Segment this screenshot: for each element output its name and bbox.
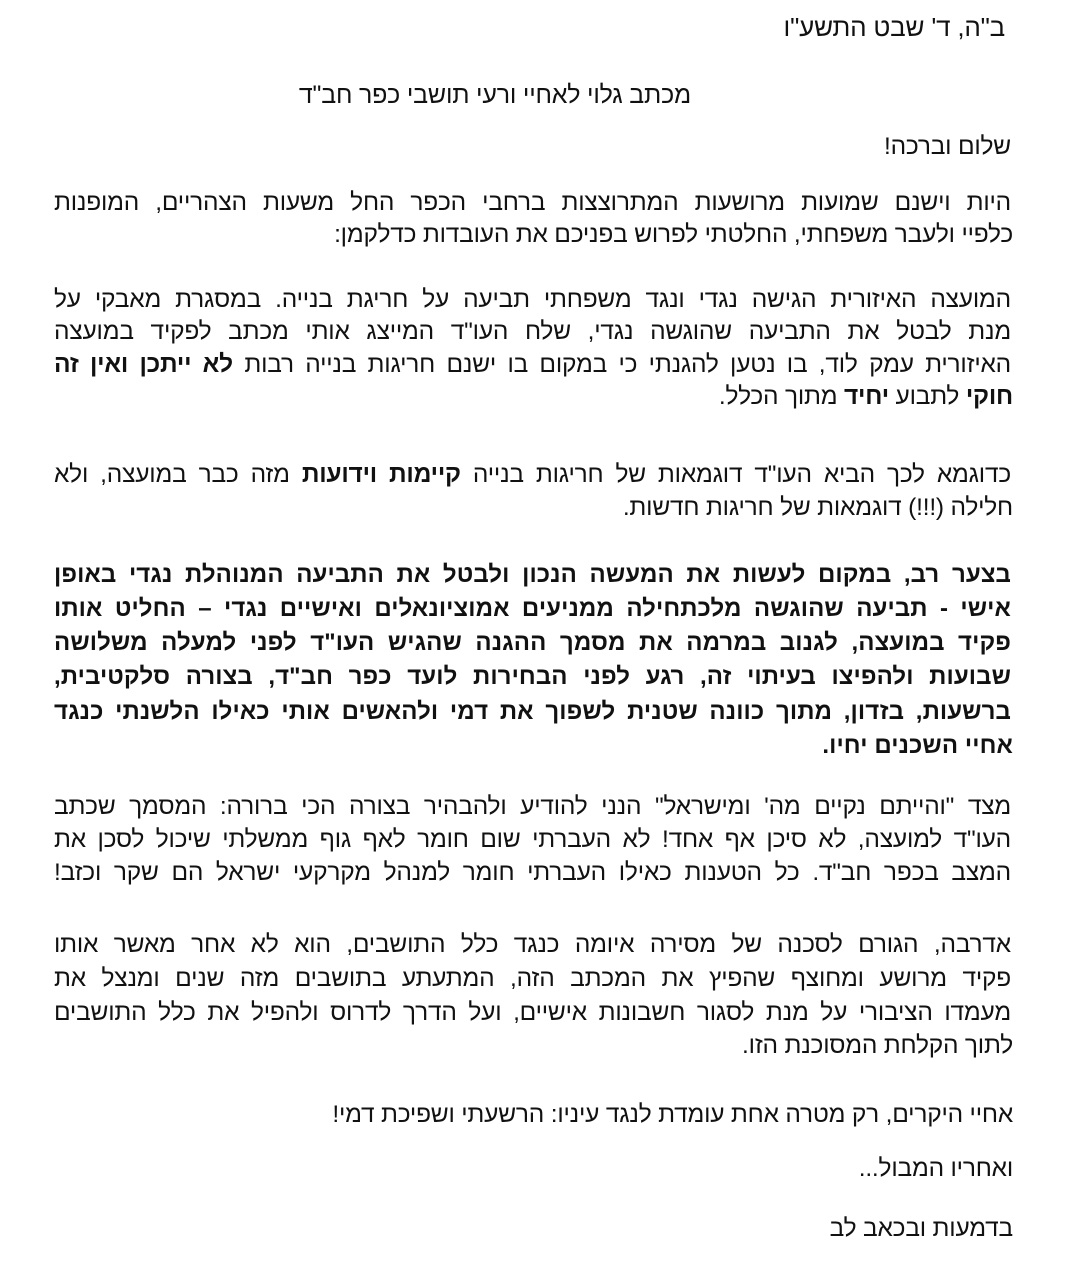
paragraph-line — [54, 460, 1011, 490]
paragraph-line: מעמדו הציבורי על מנת לסגור חשבונות אישיים, ועל הדרך לדרוס ולהפיל את כלל התושבים — [54, 999, 1011, 1026]
text-span: מתוך הכלל. — [718, 383, 844, 410]
emphasis-text: לא ייתכן ואין זה — [54, 351, 233, 378]
emphasis-text: חוקי — [965, 383, 1013, 410]
paragraph-line — [719, 382, 1013, 412]
paragraph-line: המצב בכפר חב"ד. כל הטענות כאילו העברתי חומר למנהל מקרקעי ישראל הם שקר וכזב! — [54, 859, 1011, 886]
emphasis-text: יחיד — [843, 383, 889, 410]
paragraph-8: ואחריו המבול... — [858, 1155, 1013, 1182]
letter-greeting: שלום וברכה! — [883, 133, 1011, 160]
paragraph-line: שבועות ולהפיצו בעיתוי זה, רגע לפני הבחירות לועד כפר חב"ד, בצורה סלקטיבית, — [54, 663, 1011, 690]
text-span: מזה כבר במועצה, ולא — [54, 461, 302, 488]
paragraph-line: מנת לבטל את התביעה שהוגשה נגדי, שלח העו"ד המייצג אותי מכתב לפקיד במועצה — [54, 318, 1011, 345]
letter-closing: בדמעות ובכאב לב — [829, 1215, 1013, 1242]
paragraph-7: אחיי היקרים, רק מטרה אחת עומדת לנגד עיניו: הרשעתי ושפיכת דמי! — [332, 1101, 1013, 1128]
paragraph-line: העו"ד למועצה, לא סיכן אף אחד! לא העברתי שום חומר לאף גוף ממשלתי שיכול לסכן את — [54, 826, 1011, 853]
text-span: לתבוע — [888, 383, 966, 410]
paragraph-line: ברשעות, בזדון, מתוך כוונה שטנית לשפוך את דמי ולהאשים אותי כאילו הלשנתי כנגד — [54, 698, 1011, 725]
paragraph-line: אחיי השכנים יחיו. — [822, 732, 1013, 759]
text-span: האיזורית עמק לוד, בו נטען להגנתי כי במקום בו ישנם חריגות בנייה רבות — [232, 351, 1011, 378]
paragraph-line: המועצה האיזורית הגישה נגדי ונגד משפחתי תביעה על חריגת בנייה. במסגרת מאבקי על — [54, 286, 1011, 313]
paragraph-line: כלפיי ולעבר משפחתי, החלטתי לפרוש בפניכם את העובדות כדלקמן: — [334, 221, 1013, 248]
paragraph-line: היות וישנם שמועות מרושעות המתרוצצות ברחבי הכפר החל משעות הצהריים, המופנות — [54, 189, 1011, 216]
emphasis-text: קיימות וידועות — [301, 461, 461, 488]
letter-date: ב"ה, ד' שבט התשע"ו — [783, 12, 1005, 42]
paragraph-line — [54, 350, 1011, 380]
paragraph-line: לתוך הקלחת המסוכנת הזו. — [742, 1032, 1013, 1059]
paragraph-line: פקיד במועצה, לגנוב במרמה את מסמך ההגנה שהגיש העו"ד לפני למעלה משלושה — [54, 629, 1011, 656]
paragraph-line: אישי - תביעה שהוגשה מלכתחילה ממניעים אמוציונאלים ואישיים נגדי – החליט אותו — [54, 595, 1011, 622]
paragraph-line: חלילה (!!!) דוגמאות של חריגות חדשות. — [622, 494, 1013, 521]
text-span: כדוגמא לכך הביא העו"ד דוגמאות של חריגות בנייה — [460, 461, 1012, 488]
paragraph-line: מצד "והייתם נקיים מה' ומישראל" הנני להודיע ולהבהיר בצורה הכי ברורה: המסמך שכתב — [54, 793, 1011, 820]
letter-title: מכתב גלוי לאחיי ורעי תושבי כפר חב"ד — [298, 81, 691, 109]
paragraph-line: בצער רב, במקום לעשות את המעשה הנכון ולבטל את התביעה המנוהלת נגדי באופן — [54, 561, 1011, 588]
paragraph-line: פקיד מרושע ומחוצף שהפיץ את המכתב הזה, המתעתע בתושבים מזה שנים ומנצל את — [54, 965, 1011, 992]
paragraph-line: אדרבה, הגורם לסכנה של מסירה איומה כנגד כלל התושבים, הוא לא אחר מאשר אותו — [54, 931, 1011, 958]
